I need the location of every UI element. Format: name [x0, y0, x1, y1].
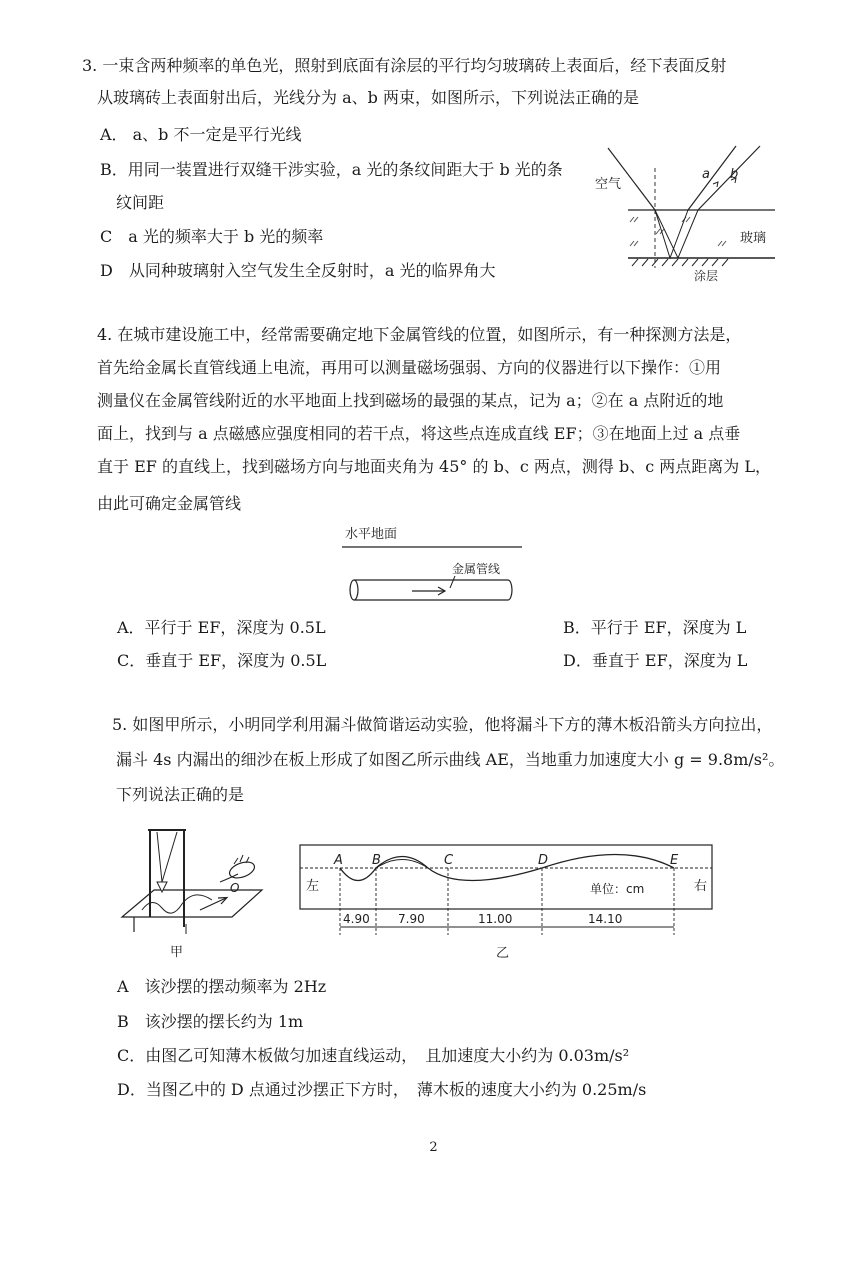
q3-stem-line1: 3. 一束含两种频率的单色光，照射到底面有涂层的平行均匀玻璃砖上表面后，经下表面反射	[82, 56, 727, 75]
q5-option-d: D．当图乙中的 D 点通过沙摆正下方时， 薄木板的速度大小约为 0.25m/s	[117, 1080, 647, 1099]
q3-fig-ray-a-label: a	[702, 167, 710, 182]
q4-stem-line2: 首先给金属长直管线通上电流，再用可以测量磁场强弱、方向的仪器进行以下操作：①用	[97, 358, 722, 377]
q3-option-a: A． a、b 不一定是平行光线	[100, 125, 302, 144]
q4-fig-pipe-label: 金属管线	[452, 562, 501, 576]
q5-sand-trace-figure	[292, 835, 722, 965]
q3-fig-ray-b-label: b	[730, 167, 739, 182]
q5-stem-line2: 漏斗 4s 内漏出的细沙在板上形成了如图乙所示曲线 AE，当地重力加速度大小 g = 9.8m/s²。	[116, 750, 785, 769]
q5-fig-point-c: C	[444, 853, 454, 868]
q5-fig-dist-bc: 7.90	[398, 912, 425, 926]
q3-option-c: C a 光的频率大于 b 光的频率	[100, 227, 324, 246]
q5-fig-right-caption: 乙	[496, 946, 510, 961]
q5-fig-left-label: 左	[306, 879, 320, 894]
q4-stem-line5: 直于 EF 的直线上，找到磁场方向与地面夹角为 45° 的 b、c 两点，测得 b、c 两点距离为 L，	[97, 457, 771, 476]
q5-fig-unit-label: 单位：cm	[590, 882, 645, 896]
q4-stem-line1: 4. 在城市建设施工中，经常需要确定地下金属管线的位置，如图所示，有一种探测方法是，	[97, 325, 742, 344]
q3-stem-line2: 从玻璃砖上表面射出后，光线分为 a、b 两束，如图所示，下列说法正确的是	[97, 88, 639, 107]
q3-fig-glass-label: 玻璃	[740, 231, 767, 246]
q5-stem-line1: 5. 如图甲所示，小明同学利用漏斗做简谐运动实验，他将漏斗下方的薄木板沿箭头方向拉出，	[112, 715, 773, 734]
q5-option-b: B 该沙摆的摆长约为 1m	[117, 1012, 304, 1031]
q5-fig-point-b: B	[372, 853, 381, 868]
q4-stem-line4: 面上，找到与 a 点磁感应强度相同的若干点，将这些点连成直线 EF；③在地面上过 a 点垂	[97, 424, 741, 443]
q4-option-a: A．平行于 EF，深度为 0.5L	[117, 618, 326, 637]
q5-fig-dist-ab: 4.90	[343, 912, 370, 926]
q5-fig-point-d: D	[538, 853, 549, 868]
q3-fig-coating-label: 涂层	[694, 269, 719, 283]
q3-option-b-line2: 纹间距	[116, 193, 165, 212]
q5-option-a: A 该沙摆的摆动频率为 2Hz	[117, 977, 327, 996]
q5-fig-left-o-label: O	[230, 881, 240, 895]
q4-stem-line3: 测量仪在金属管线附近的水平地面上找到磁场的最强的某点，记为 a；②在 a 点附近的地	[97, 391, 724, 410]
q4-fig-ground-label: 水平地面	[345, 527, 398, 542]
q5-fig-point-a: A	[334, 853, 343, 868]
q3-glass-brick-figure	[590, 138, 790, 288]
q5-sand-pendulum-figure	[112, 822, 282, 962]
q5-fig-dist-de: 14.10	[588, 912, 623, 926]
q5-fig-point-e: E	[670, 853, 679, 868]
q5-stem-line3: 下列说法正确的是	[116, 785, 245, 804]
q3-option-b-line1: B．用同一装置进行双缝干涉实验，a 光的条纹间距大于 b 光的条	[100, 160, 563, 179]
q3-fig-air-label: 空气	[595, 177, 622, 192]
q4-pipe-figure	[340, 522, 530, 608]
q5-option-c: C．由图乙可知薄木板做匀加速直线运动， 且加速度大小约为 0.03m/s²	[117, 1046, 630, 1065]
q5-fig-dist-cd: 11.00	[478, 912, 513, 926]
q5-fig-left-caption: 甲	[170, 945, 184, 960]
q5-fig-right-label: 右	[694, 879, 708, 894]
q3-option-d: D 从同种玻璃射入空气发生全反射时，a 光的临界角大	[100, 261, 496, 280]
q4-option-d: D．垂直于 EF，深度为 L	[563, 651, 748, 670]
q4-option-b: B．平行于 EF，深度为 L	[563, 618, 747, 637]
q4-stem-line6: 由此可确定金属管线	[97, 494, 242, 513]
page-number: 2	[429, 1140, 438, 1155]
q4-option-c: C．垂直于 EF，深度为 0.5L	[117, 651, 327, 670]
